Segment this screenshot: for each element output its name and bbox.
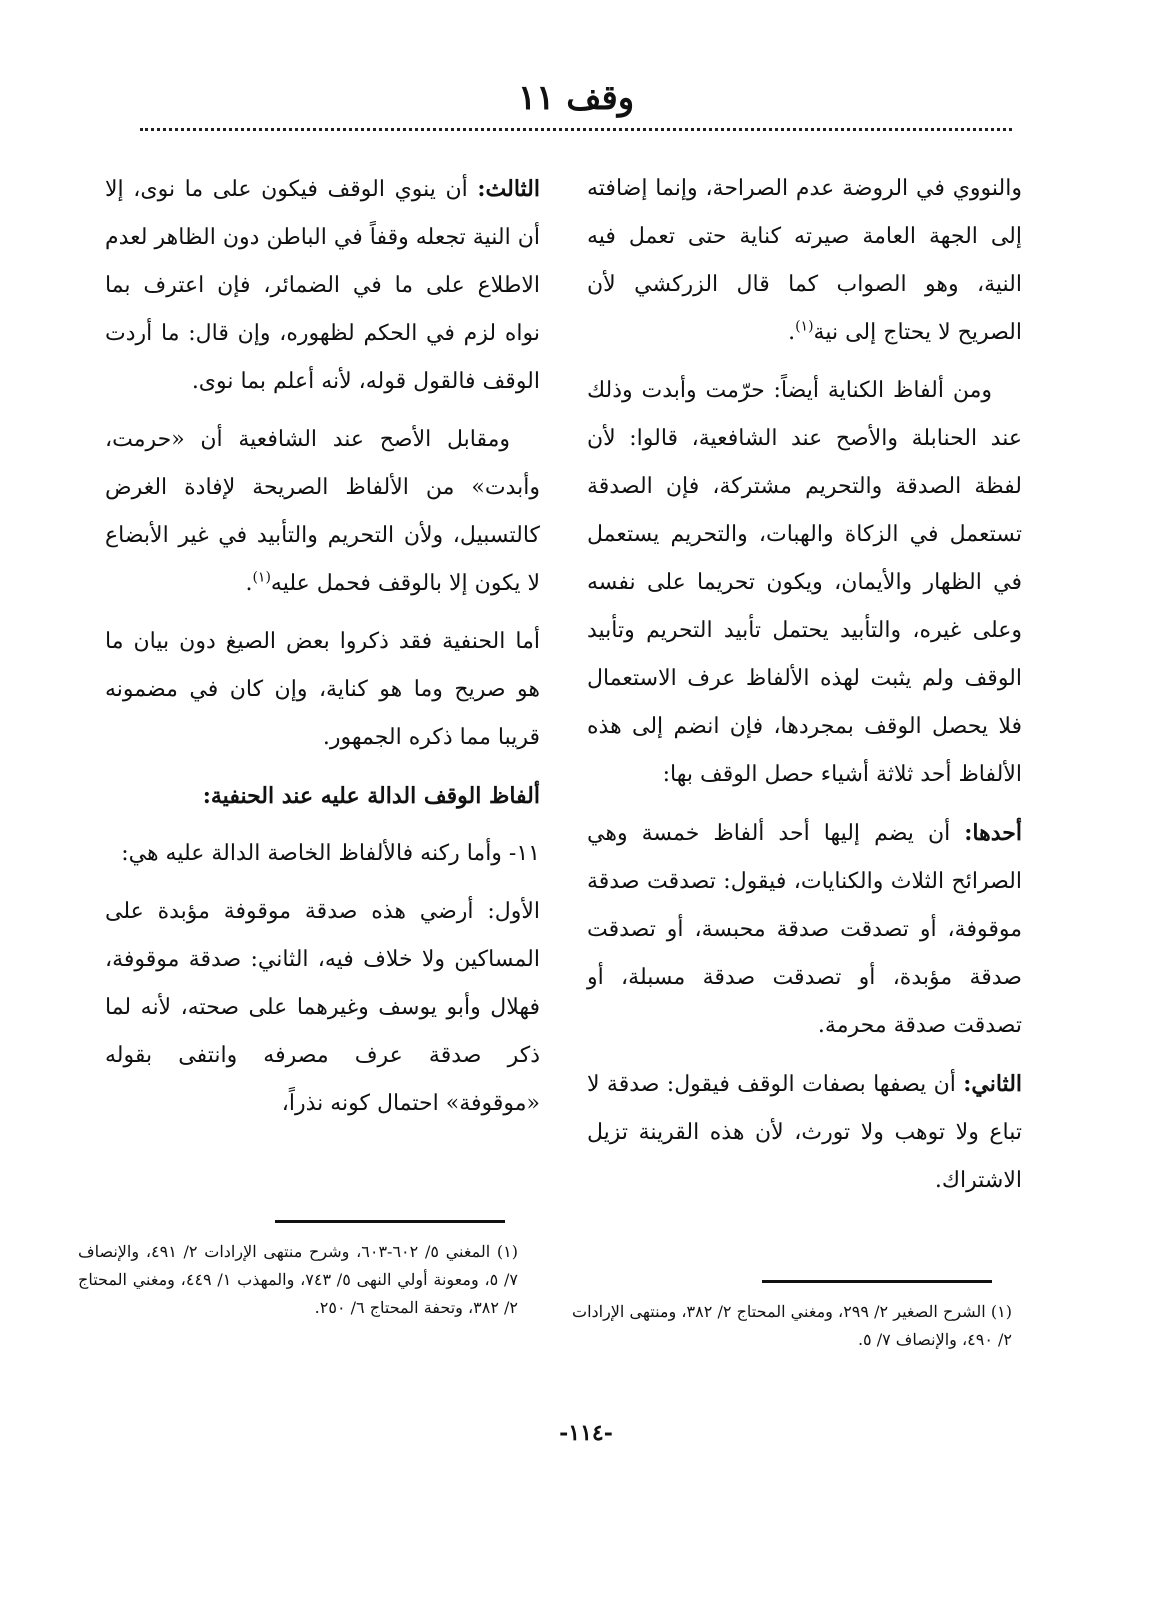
footnote-rule <box>275 1220 505 1223</box>
paragraph: الأول: أرضي هذه صدقة موقوفة مؤبدة على المساكين ولا خلاف فيه، الثاني: صدقة موقوفة، فهلال وأبو يوسف وغيرهما على صحته، لأنه لما ذكر صدقة عرف مصرفه وانتفى بقوله «موقوفة» احتمال كونه نذراً، <box>105 899 540 1116</box>
paragraph: أما الحنفية فقد ذكروا بعض الصيغ دون بيان ما هو صريح وما هو كناية، وإن كان في مضمونه قريبا مما ذكره الجمهور. <box>105 629 540 750</box>
enum-label: أحدها: <box>964 820 1022 846</box>
footnote-ref[interactable]: (١) <box>795 318 814 335</box>
paragraph: أحدها: أن يضم إليها أحد ألفاظ خمسة وهي الصرائح الثلاث والكنايات، فيقول: تصدقت صدقة موقوفة، أو تصدقت صدقة محبسة، أو تصدقت صدقة مؤبدة، أو تصدقت صدقة مسبلة، أو تصدقت صدقة محرمة. <box>587 820 1022 1038</box>
paragraph: الثالث: أن ينوي الوقف فيكون على ما نوى، إلا أن النية تجعله وقفاً في الباطن دون الظاهر لعدم الاطلاع على ما في الضمائر، فإن اعترف بما نواه لزم في الحكم لظهوره، وإن قال: ما أردت الوقف فالقول قوله، لأنه أعلم بما نوى. <box>105 176 540 394</box>
footnote-left: (١) المغني ٥/ ٦٠٢-٦٠٣، وشرح منتهى الإرادات ٢/ ٤٩١، والإنصاف ٧/ ٥، ومعونة أولي النهى ٥/ ٧٤٣، والمهذب ١/ ٤٤٩، ومغني المحتاج ٢/ ٣٨٢، وتحفة المحتاج ٦/ ٢٥٠. <box>78 1242 518 1317</box>
paragraph: ١١- وأما ركنه فالألفاظ الخاصة الدالة عليه هي: <box>121 841 540 866</box>
header-dotted-divider <box>140 128 1012 131</box>
section-heading: ألفاظ الوقف الدالة عليه عند الحنفية: <box>202 783 540 809</box>
enum-label: الثاني: <box>963 1071 1023 1097</box>
paragraph: ومقابل الأصح عند الشافعية أن «حرمت، وأبدت» من الألفاظ الصريحة لإفادة الغرض كالتسبيل، ولأن التحريم والتأبيد في غير الأبضاع لا يكون إلا بالوقف فحمل عليه$^{(١)}$. <box>105 427 540 596</box>
enum-label: الثالث: <box>477 176 540 202</box>
page-header-title: وقف ١١ <box>517 78 635 118</box>
page-number: -١١٤- <box>559 1420 613 1446</box>
left-column <box>105 165 540 1138</box>
paragraph: الثاني: أن يصفها بصفات الوقف فيقول: صدقة لا تباع ولا توهب ولا تورث، لأن هذه القرينة تزيل الاشتراك. <box>587 1071 1023 1193</box>
paragraph: ومن ألفاظ الكناية أيضاً: حرّمت وأبدت وذلك عند الحنابلة والأصح عند الشافعية، قالوا: لأن لفظة الصدقة والتحريم مشتركة، فإن الصدقة تستعمل في الزكاة والهبات، والتحريم يستعمل في الظهار والأيمان، ويكون تحريما على نفسه وعلى غيره، والتأبيد يحتمل تأبيد التحريم وتأبيد الوقف ولم يثبت لهذه الألفاظ عرف الاستعمال فلا يحصل الوقف بمجردها، فإن انضم إلى هذه الألفاظ أحد ثلاثة أشياء حصل الوقف بها: <box>587 378 1022 787</box>
footnote-ref[interactable]: (١) <box>252 569 271 586</box>
footnote-right: (١) الشرح الصغير ٢/ ٢٩٩، ومغني المحتاج ٢/ ٣٨٢، ومنتهى الإرادات ٢/ ٤٩٠، والإنصاف ٧/ ٥. <box>572 1302 1012 1349</box>
footnote-rule <box>762 1280 992 1283</box>
paragraph: والنووي في الروضة عدم الصراحة، وإنما إضافته إلى الجهة العامة صيرته كناية حتى تعمل فيه النية، وهو الصواب كما قال الزركشي لأن الصريح لا يحتاج إلى نية$^{(١)}$. <box>587 176 1022 345</box>
right-column <box>587 165 1022 1215</box>
